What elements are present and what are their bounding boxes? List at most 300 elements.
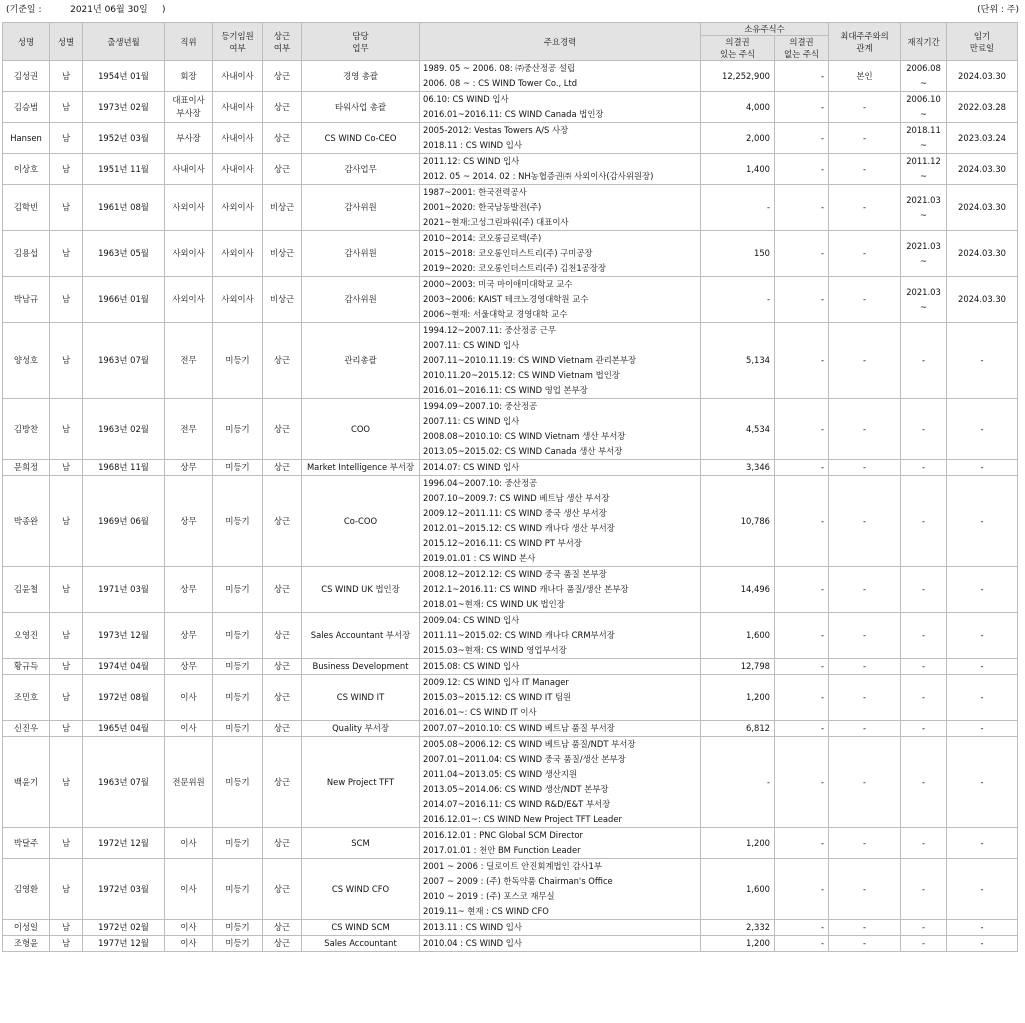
table-row — [3, 936, 1018, 952]
career-line: 2001~2020: 한국남동발전(주) — [423, 202, 542, 212]
cell-position — [165, 92, 213, 123]
cell-position — [165, 675, 213, 721]
table-row — [3, 737, 1018, 828]
cell-tenure: - — [901, 323, 947, 399]
cell-position — [165, 399, 213, 460]
cell-birth: 1973년 02월 — [83, 92, 165, 123]
cell-tenure: - — [901, 675, 947, 721]
cell-shares-voting: 1,600 — [701, 613, 775, 659]
cell-shares-nonvoting: - — [775, 828, 829, 859]
career-line: 2016.01~: CS WIND IT 이사 — [423, 707, 537, 717]
table-row — [3, 659, 1018, 675]
cell-relation: - — [829, 460, 901, 476]
career-line: 2019.01.01 : CS WIND 본사 — [423, 553, 536, 563]
table-row — [3, 859, 1018, 920]
cell-registered: 미등기 — [213, 613, 263, 659]
cell-shares-voting: 3,346 — [701, 460, 775, 476]
cell-gender: 남 — [50, 92, 83, 123]
col-term: 임기 만료일 — [947, 23, 1018, 61]
cell-career — [420, 920, 701, 936]
cell-shares-nonvoting: - — [775, 231, 829, 277]
cell-gender: 남 — [50, 154, 83, 185]
cell-fulltime: 비상근 — [263, 231, 302, 277]
career-line: 2010.11.20~2015.12: CS WIND Vietnam 법인장 — [423, 370, 620, 380]
cell-term: 2024.03.30 — [947, 185, 1018, 231]
table-row — [3, 61, 1018, 92]
cell-tenure: 2011.12 ~ — [901, 154, 947, 185]
cell-shares-nonvoting: - — [775, 323, 829, 399]
cell-gender: 남 — [50, 460, 83, 476]
cell-fulltime: 상근 — [263, 323, 302, 399]
cell-gender: 남 — [50, 277, 83, 323]
cell-duty: 감사업무 — [302, 154, 420, 185]
cell-relation: 본인 — [829, 61, 901, 92]
position-line: 부사장 — [176, 132, 201, 143]
cell-career — [420, 399, 701, 460]
position-line: 이사 — [180, 922, 197, 932]
col-relation: 최대주주와의 관계 — [829, 23, 901, 61]
cell-relation: - — [829, 936, 901, 952]
career-line: 2000~2003: 미국 마이애미대학교 교수 — [423, 279, 573, 289]
career-line: 1994.09~2007.10: 중산정공 — [423, 401, 538, 411]
cell-gender: 남 — [50, 936, 83, 952]
cell-fulltime: 상근 — [263, 460, 302, 476]
cell-gender: 남 — [50, 231, 83, 277]
cell-relation: - — [829, 476, 901, 567]
cell-name: 황규득 — [3, 659, 50, 675]
career-line: 2011.04~2013.05: CS WIND 생산지원 — [423, 769, 578, 779]
cell-shares-voting: 14,496 — [701, 567, 775, 613]
cell-registered: 미등기 — [213, 859, 263, 920]
career-line: 2006~현재: 서울대학교 경영대학 교수 — [423, 309, 568, 319]
cell-shares-voting: 10,786 — [701, 476, 775, 567]
cell-fulltime: 비상근 — [263, 277, 302, 323]
career-line: 2007 ~ 2009 : (주) 한독약품 Chairman's Office — [423, 876, 613, 886]
cell-tenure: - — [901, 828, 947, 859]
cell-tenure: 2021.03 ~ — [901, 231, 947, 277]
col-position: 직위 — [165, 23, 213, 61]
cell-duty: 관리총괄 — [302, 323, 420, 399]
cell-term: - — [947, 859, 1018, 920]
cell-tenure: 2006.10 ~ — [901, 92, 947, 123]
table-row — [3, 185, 1018, 231]
cell-relation: - — [829, 828, 901, 859]
cell-shares-voting: 1,200 — [701, 828, 775, 859]
cell-relation: - — [829, 277, 901, 323]
cell-term: 2022.03.28 — [947, 92, 1018, 123]
cell-birth: 1972년 08월 — [83, 675, 165, 721]
position-line: 상무 — [180, 661, 197, 671]
cell-tenure: - — [901, 721, 947, 737]
cell-gender: 남 — [50, 659, 83, 675]
cell-registered: 미등기 — [213, 920, 263, 936]
cell-fulltime: 상근 — [263, 613, 302, 659]
career-line: 2016.12.01 : PNC Global SCM Director — [423, 830, 583, 840]
cell-name: 조민호 — [3, 675, 50, 721]
cell-fulltime: 상근 — [263, 154, 302, 185]
cell-term: 2024.03.30 — [947, 277, 1018, 323]
career-line: 2013.05~2014.06: CS WIND 생산/NDT 본부장 — [423, 784, 609, 794]
cell-term: - — [947, 721, 1018, 737]
career-line: 2007.10~2009.7: CS WIND 베트남 생산 부서장 — [423, 493, 610, 503]
cell-term: - — [947, 828, 1018, 859]
col-shares-group: 소유주식수 — [701, 23, 829, 36]
cell-shares-nonvoting: - — [775, 567, 829, 613]
cell-term: - — [947, 476, 1018, 567]
table-row — [3, 460, 1018, 476]
cell-relation: - — [829, 231, 901, 277]
cell-shares-nonvoting: - — [775, 123, 829, 154]
cell-registered: 사내이사 — [213, 92, 263, 123]
cell-shares-nonvoting: - — [775, 675, 829, 721]
cell-duty: Co-COO — [302, 476, 420, 567]
cell-term: 2024.03.30 — [947, 231, 1018, 277]
career-line: 2018.01~현재: CS WIND UK 법인장 — [423, 599, 565, 609]
cell-name: 김성권 — [3, 61, 50, 92]
cell-relation: - — [829, 92, 901, 123]
cell-duty: Market Intelligence 부서장 — [302, 460, 420, 476]
cell-fulltime: 상근 — [263, 92, 302, 123]
report-header — [0, 0, 1025, 18]
career-line: 1996.04~2007.10: 중산정공 — [423, 478, 538, 488]
cell-gender: 남 — [50, 859, 83, 920]
cell-name: 김윤철 — [3, 567, 50, 613]
cell-career — [420, 721, 701, 737]
cell-career — [420, 185, 701, 231]
cell-position — [165, 828, 213, 859]
cell-shares-voting: 12,798 — [701, 659, 775, 675]
cell-name: 김방찬 — [3, 399, 50, 460]
cell-tenure: - — [901, 859, 947, 920]
cell-shares-nonvoting: - — [775, 613, 829, 659]
cell-shares-nonvoting: - — [775, 920, 829, 936]
cell-gender: 남 — [50, 828, 83, 859]
cell-registered: 미등기 — [213, 721, 263, 737]
cell-tenure: - — [901, 613, 947, 659]
cell-career — [420, 460, 701, 476]
cell-relation: - — [829, 154, 901, 185]
cell-tenure: 2021.03 ~ — [901, 185, 947, 231]
base-date-line — [6, 2, 166, 18]
position-line: 대표이사 — [172, 95, 205, 105]
col-duty: 담당 업무 — [302, 23, 420, 61]
career-line: 2021~현재:고성그린파워(주) 대표이사 — [423, 217, 569, 227]
cell-career — [420, 828, 701, 859]
cell-career — [420, 859, 701, 920]
cell-name: 김영환 — [3, 859, 50, 920]
cell-name: 박종완 — [3, 476, 50, 567]
cell-shares-voting: - — [701, 277, 775, 323]
cell-position — [165, 476, 213, 567]
career-line: 2006. 08 ~ : CS WIND Tower Co., Ltd — [423, 78, 578, 88]
career-line: 2015.03~2015.12: CS WIND IT 팀원 — [423, 692, 572, 702]
cell-shares-voting: 4,000 — [701, 92, 775, 123]
position-line: 부사장 — [176, 108, 201, 118]
cell-duty: Sales Accountant 부서장 — [302, 613, 420, 659]
cell-fulltime: 상근 — [263, 476, 302, 567]
career-line: 2013.11 : CS WIND 입사 — [423, 922, 522, 932]
cell-tenure: - — [901, 936, 947, 952]
executive-table — [2, 22, 1018, 952]
cell-registered: 사내이사 — [213, 61, 263, 92]
cell-duty: CS WIND Co-CEO — [302, 123, 420, 154]
cell-shares-voting: 12,252,900 — [701, 61, 775, 92]
cell-gender: 남 — [50, 737, 83, 828]
position-line: 회장 — [180, 70, 197, 81]
cell-relation: - — [829, 920, 901, 936]
position-line: 전무 — [180, 423, 197, 434]
cell-shares-nonvoting: - — [775, 61, 829, 92]
cell-term: - — [947, 460, 1018, 476]
table-row — [3, 675, 1018, 721]
cell-birth: 1977년 12월 — [83, 936, 165, 952]
cell-career — [420, 92, 701, 123]
cell-career — [420, 476, 701, 567]
cell-position — [165, 613, 213, 659]
cell-name: 박달주 — [3, 828, 50, 859]
cell-birth: 1966년 01월 — [83, 277, 165, 323]
table-row — [3, 613, 1018, 659]
cell-registered: 사외이사 — [213, 231, 263, 277]
cell-position — [165, 277, 213, 323]
cell-shares-voting: 1,200 — [701, 675, 775, 721]
cell-relation: - — [829, 123, 901, 154]
col-shares-voting: 의결권 있는 주식 — [701, 36, 775, 61]
cell-term: 2024.03.30 — [947, 61, 1018, 92]
col-birth: 출생년월 — [83, 23, 165, 61]
cell-name: 조형윤 — [3, 936, 50, 952]
cell-tenure: - — [901, 737, 947, 828]
cell-career — [420, 737, 701, 828]
col-name: 성명 — [3, 23, 50, 61]
col-fulltime: 상근 여부 — [263, 23, 302, 61]
table-row — [3, 277, 1018, 323]
cell-duty: Business Development — [302, 659, 420, 675]
cell-tenure: - — [901, 567, 947, 613]
career-line: 2007.07~2010.10: CS WIND 베트남 품질 부서장 — [423, 723, 615, 733]
cell-shares-nonvoting: - — [775, 476, 829, 567]
cell-birth: 1951년 11월 — [83, 154, 165, 185]
position-line: 이사 — [180, 938, 197, 948]
career-line: 2015.12~2016.11: CS WIND PT 부서장 — [423, 538, 582, 548]
cell-relation: - — [829, 675, 901, 721]
table-row — [3, 123, 1018, 154]
cell-name: 양성호 — [3, 323, 50, 399]
cell-duty: CS WIND CFO — [302, 859, 420, 920]
career-line: 2015.08: CS WIND 입사 — [423, 661, 520, 671]
career-line: 2012.1~2016.11: CS WIND 캐나다 품질/생산 본부장 — [423, 584, 629, 594]
cell-gender: 남 — [50, 61, 83, 92]
base-date-value: 2021년 06월 30일 — [70, 5, 148, 15]
table-row — [3, 154, 1018, 185]
cell-duty: CS WIND IT — [302, 675, 420, 721]
cell-position — [165, 323, 213, 399]
position-line: 사내이사 — [172, 163, 205, 174]
cell-registered: 미등기 — [213, 567, 263, 613]
cell-shares-nonvoting: - — [775, 277, 829, 323]
cell-gender: 남 — [50, 721, 83, 737]
career-line: 2017.01.01 : 천안 BM Function Leader — [423, 845, 581, 855]
cell-position — [165, 737, 213, 828]
cell-duty: 감사위원 — [302, 185, 420, 231]
cell-career — [420, 231, 701, 277]
cell-gender: 남 — [50, 675, 83, 721]
cell-duty: 감사위원 — [302, 277, 420, 323]
cell-registered: 미등기 — [213, 659, 263, 675]
cell-fulltime: 상근 — [263, 61, 302, 92]
cell-birth: 1965년 04월 — [83, 721, 165, 737]
cell-fulltime: 상근 — [263, 737, 302, 828]
cell-tenure: - — [901, 399, 947, 460]
cell-position — [165, 123, 213, 154]
cell-shares-voting: 2,000 — [701, 123, 775, 154]
career-line: 2005.08~2006.12: CS WIND 베트남 품질/NDT 부서장 — [423, 739, 636, 749]
cell-registered: 미등기 — [213, 675, 263, 721]
table-row — [3, 567, 1018, 613]
cell-shares-voting: - — [701, 737, 775, 828]
col-shares-nonvoting: 의결권 없는 주식 — [775, 36, 829, 61]
position-line: 상무 — [180, 630, 197, 640]
cell-relation: - — [829, 399, 901, 460]
cell-duty: CS WIND SCM — [302, 920, 420, 936]
cell-birth: 1973년 12월 — [83, 613, 165, 659]
cell-position — [165, 154, 213, 185]
career-line: 2007.11: CS WIND 입사 — [423, 340, 520, 350]
position-line: 전무 — [180, 355, 197, 365]
cell-name: 문희정 — [3, 460, 50, 476]
cell-shares-voting: 1,200 — [701, 936, 775, 952]
career-line: 2015~2018: 코오롱인더스트리(주) 구미공장 — [423, 248, 593, 258]
cell-term: - — [947, 323, 1018, 399]
cell-duty: CS WIND UK 법인장 — [302, 567, 420, 613]
career-line: 1994.12~2007.11: 중산정공 근무 — [423, 325, 556, 335]
cell-name: Hansen — [3, 123, 50, 154]
cell-relation: - — [829, 659, 901, 675]
cell-name: 이성일 — [3, 920, 50, 936]
cell-fulltime: 비상근 — [263, 185, 302, 231]
cell-position — [165, 920, 213, 936]
cell-duty: New Project TFT — [302, 737, 420, 828]
cell-career — [420, 61, 701, 92]
cell-name: 김승범 — [3, 92, 50, 123]
cell-shares-voting: 4,534 — [701, 399, 775, 460]
base-date-close: ) — [162, 5, 166, 15]
cell-shares-nonvoting: - — [775, 154, 829, 185]
position-line: 이사 — [180, 723, 197, 733]
position-line: 이사 — [180, 883, 197, 894]
cell-shares-voting: 150 — [701, 231, 775, 277]
position-line: 상무 — [180, 515, 197, 526]
cell-name: 김용섭 — [3, 231, 50, 277]
cell-gender: 남 — [50, 399, 83, 460]
cell-birth: 1969년 06월 — [83, 476, 165, 567]
cell-relation: - — [829, 721, 901, 737]
cell-term: - — [947, 399, 1018, 460]
cell-shares-nonvoting: - — [775, 721, 829, 737]
cell-name: 백윤기 — [3, 737, 50, 828]
career-line: 2010.04 : CS WIND 입사 — [423, 938, 522, 948]
cell-gender: 남 — [50, 476, 83, 567]
career-line: 2010 ~ 2019 : (주) 포스코 재무실 — [423, 891, 555, 901]
career-line: 2008.12~2012.12: CS WIND 중국 품질 본부장 — [423, 569, 607, 579]
cell-fulltime: 상근 — [263, 675, 302, 721]
cell-registered: 미등기 — [213, 460, 263, 476]
cell-position — [165, 721, 213, 737]
cell-career — [420, 659, 701, 675]
col-tenure: 재직기간 — [901, 23, 947, 61]
cell-tenure: - — [901, 920, 947, 936]
career-line: 2016.01~2016.11: CS WIND Canada 법인장 — [423, 109, 604, 119]
table-row — [3, 399, 1018, 460]
cell-birth: 1954년 01월 — [83, 61, 165, 92]
unit-label: (단위 : 주) — [977, 5, 1019, 15]
career-line: 2008.08~2010.10: CS WIND Vietnam 생산 부서장 — [423, 431, 626, 441]
cell-duty: Quality 부서장 — [302, 721, 420, 737]
position-line: 상무 — [180, 584, 197, 594]
cell-relation: - — [829, 567, 901, 613]
cell-fulltime: 상근 — [263, 920, 302, 936]
cell-term: - — [947, 737, 1018, 828]
cell-gender: 남 — [50, 123, 83, 154]
cell-tenure: 2021.03 ~ — [901, 277, 947, 323]
cell-gender: 남 — [50, 567, 83, 613]
cell-career — [420, 277, 701, 323]
career-line: 2012.01~2015.12: CS WIND 캐나다 생산 부서장 — [423, 523, 615, 533]
cell-name: 오영진 — [3, 613, 50, 659]
cell-career — [420, 613, 701, 659]
career-line: 1989. 05 ~ 2006. 08: ㈜중산정공 설립 — [423, 63, 575, 73]
cell-shares-voting: 1,600 — [701, 859, 775, 920]
cell-fulltime: 상근 — [263, 828, 302, 859]
table-row — [3, 476, 1018, 567]
cell-registered: 사외이사 — [213, 185, 263, 231]
cell-name: 김학빈 — [3, 185, 50, 231]
cell-duty: Sales Accountant — [302, 936, 420, 952]
cell-fulltime: 상근 — [263, 721, 302, 737]
cell-tenure: - — [901, 659, 947, 675]
career-line: 2011.11~2015.02: CS WIND 캐나다 CRM부서장 — [423, 630, 615, 640]
cell-birth: 1968년 11월 — [83, 460, 165, 476]
position-line: 이사 — [180, 837, 197, 848]
cell-registered: 미등기 — [213, 399, 263, 460]
cell-fulltime: 상근 — [263, 859, 302, 920]
table-body — [3, 61, 1018, 952]
cell-relation: - — [829, 613, 901, 659]
position-line: 이사 — [180, 692, 197, 702]
cell-position — [165, 567, 213, 613]
cell-position — [165, 859, 213, 920]
cell-career — [420, 567, 701, 613]
cell-birth: 1971년 03월 — [83, 567, 165, 613]
cell-fulltime: 상근 — [263, 936, 302, 952]
cell-term: - — [947, 567, 1018, 613]
table-row — [3, 92, 1018, 123]
cell-registered: 사내이사 — [213, 123, 263, 154]
cell-registered: 미등기 — [213, 476, 263, 567]
career-line: 2009.04: CS WIND 입사 — [423, 615, 520, 625]
table-header — [3, 23, 1018, 61]
cell-shares-nonvoting: - — [775, 399, 829, 460]
cell-career — [420, 154, 701, 185]
cell-birth: 1972년 03월 — [83, 859, 165, 920]
cell-term: - — [947, 936, 1018, 952]
cell-position — [165, 231, 213, 277]
cell-duty: 감사위원 — [302, 231, 420, 277]
cell-gender: 남 — [50, 920, 83, 936]
career-line: 2010~2014: 코오롱글로텍(주) — [423, 233, 542, 243]
career-line: 2015.03~현재: CS WIND 영업부서장 — [423, 645, 567, 655]
cell-birth: 1972년 02월 — [83, 920, 165, 936]
